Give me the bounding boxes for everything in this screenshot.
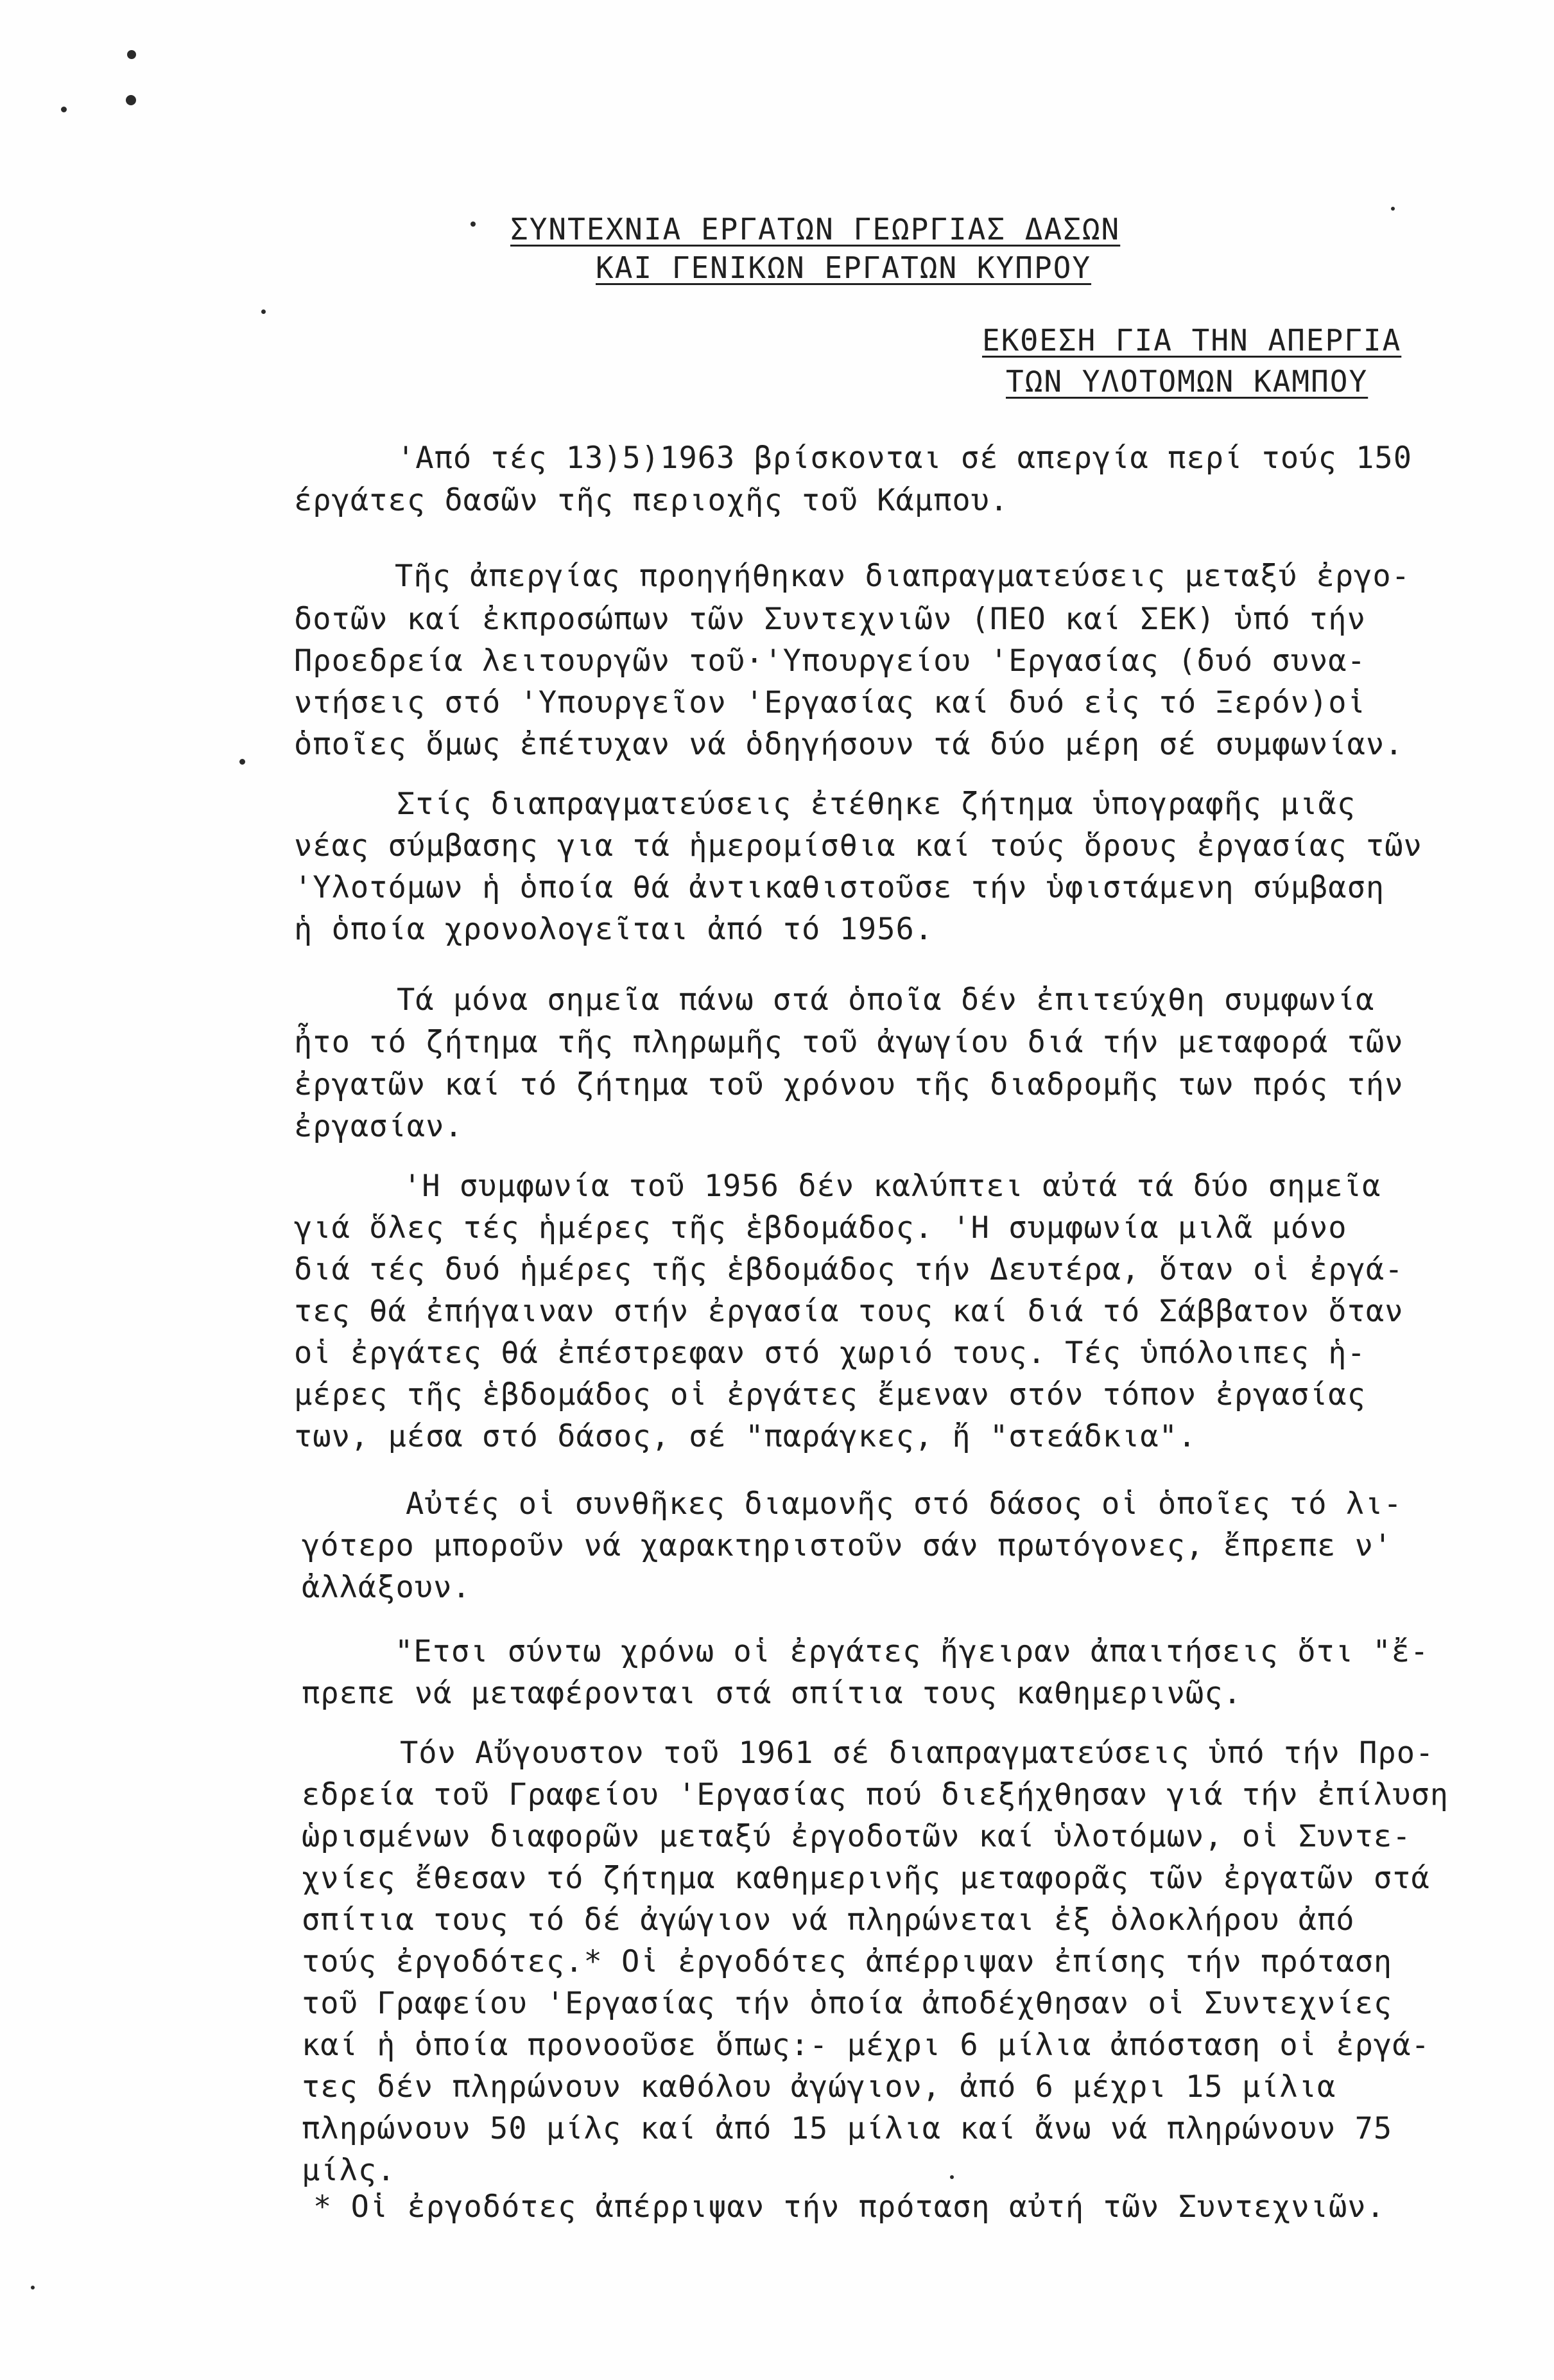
paragraph-8-line-8: καί ἡ ὁποία προνοοῦσε ὅπως:- μέχρι 6 μίλια ἀπόσταση οἱ ἐργά- <box>302 2028 1430 2063</box>
paragraph-4-line-3: ἐργατῶν καί τό ζήτημα τοῦ χρόνου τῆς διαδρομῆς των πρός τήν <box>294 1067 1404 1102</box>
paragraph-3-line-3: 'Υλοτόμων ἡ ὁποία θά ἀντικαθιστοῦσε τήν ὑφιστάμενη σύμβαση <box>294 870 1385 905</box>
scan-speck <box>127 50 136 59</box>
paragraph-8-line-7: τοῦ Γραφείου 'Εργασίας τήν ὁποία ἀποδέχθησαν οἱ Συντεχνίες <box>302 1986 1393 2021</box>
paragraph-8-line-3: ὡρισμένων διαφορῶν μεταξύ ἐργοδοτῶν καί ὑλοτόμων, οἱ Συντε- <box>302 1819 1412 1854</box>
scan-speck <box>1391 207 1395 211</box>
paragraph-4-line-4: ἐργασίαν. <box>294 1109 463 1144</box>
scan-speck <box>950 2175 954 2179</box>
paragraph-8-line-11: μίλς. <box>302 2153 396 2188</box>
paragraph-5-line-3: διά τές δυό ἡμέρες τῆς ἑβδομάδος τήν Δευτέρα, ὅταν οἱ ἐργά- <box>294 1252 1404 1287</box>
paragraph-4-line-2: ἦτο τό ζήτημα τῆς πληρωμῆς τοῦ ἀγωγίου διά τήν μεταφορά τῶν <box>294 1025 1404 1060</box>
scan-speck <box>471 221 476 227</box>
paragraph-1-line-2: έργάτες δασῶν τῆς περιοχῆς τοῦ Κάμπου. <box>294 483 1009 518</box>
paragraph-3-line-1: Στίς διαπραγματεύσεις ἐτέθηκε ζήτημα ὑπογραφῆς μιᾶς <box>397 786 1356 822</box>
footnote: * Οἱ ἐργοδότες ἀπέρριψαν τήν πρόταση αὐτή τῶν Συντεχνιῶν. <box>313 2189 1385 2225</box>
paragraph-2-line-4: ντήσεις στό 'Υπουργεῖον 'Εργασίας καί δυό εἰς τό Ξερόν)οἱ <box>294 685 1366 720</box>
scan-speck <box>261 309 266 314</box>
paragraph-2-line-1: Τῆς ἀπεργίας προηγήθηκαν διαπραγματεύσεις μεταξύ ἐργο- <box>395 559 1411 594</box>
paragraph-2-line-5: ὁποῖες ὅμως ἐπέτυχαν νά ὁδηγήσουν τά δύο μέρη σέ συμφωνίαν. <box>294 727 1404 762</box>
paragraph-5-line-2: γιά ὅλες τές ἡμέρες τῆς ἑβδομάδος. 'Η συμφωνία μιλᾶ μόνο <box>294 1210 1347 1246</box>
union-header-line-1: ΣΥΝΤΕΧΝΙΑ ΕΡΓΑΤΩΝ ΓΕΩΡΓΙΑΣ ΔΑΣΩΝ <box>510 212 1121 247</box>
scan-speck <box>31 2286 35 2289</box>
scan-speck <box>239 759 245 765</box>
scan-speck <box>61 107 67 112</box>
paragraph-7-line-1: "Ετσι σύντω χρόνω οἱ ἐργάτες ἤγειραν ἀπαιτήσεις ὅτι "ἔ- <box>395 1634 1429 1669</box>
paragraph-5-line-4: τες θά ἐπήγαιναν στήν ἐργασία τους καί διά τό Σάββατον ὅταν <box>294 1294 1404 1329</box>
union-header-line-2: ΚΑΙ ΓΕΝΙΚΩΝ ΕΡΓΑΤΩΝ ΚΥΠΡΟΥ <box>596 250 1092 285</box>
paragraph-5-line-7: των, μέσα στό δάσος, σέ "παράγκες, ἤ "στεάδκια". <box>294 1419 1197 1454</box>
scan-speck <box>126 95 136 105</box>
report-title-line-1: ΕΚΘΕΣΗ ΓΙΑ ΤΗΝ ΑΠΕΡΓΙΑ <box>982 323 1402 358</box>
paragraph-2-line-3: Προεδρεία λειτουργῶν τοῦ·'Υπουργείου 'Εργασίας (δυό συνα- <box>294 643 1366 679</box>
paragraph-8-line-6: τούς ἐργοδότες.* Οἱ ἐργοδότες ἀπέρριψαν ἐπίσης τήν πρόταση <box>302 1944 1393 1979</box>
paragraph-8-line-5: σπίτια τους τό δέ ἀγώγιον νά πληρώνεται ἐξ ὁλοκλήρου ἀπό <box>302 1902 1355 1938</box>
paragraph-5-line-1: 'Η συμφωνία τοῦ 1956 δέν καλύπτει αὐτά τά δύο σημεῖα <box>403 1168 1381 1204</box>
paragraph-8-line-10: πληρώνουν 50 μίλς καί ἀπό 15 μίλια καί ἄνω νά πληρώνουν 75 <box>302 2111 1393 2146</box>
paragraph-3-line-2: νέας σύμβασης για τά ἡμερομίσθια καί τούς ὅρους ἐργασίας τῶν <box>294 828 1422 864</box>
paragraph-6-line-3: ἀλλάξουν. <box>302 1570 471 1605</box>
report-title-line-2: ΤΩΝ ΥΛΟΤΟΜΩΝ ΚΑΜΠΟΥ <box>1006 364 1368 399</box>
paragraph-8-line-4: χνίες ἔθεσαν τό ζήτημα καθημερινῆς μεταφορᾶς τῶν ἐργατῶν στά <box>302 1861 1430 1896</box>
paragraph-5-line-5: οἱ ἐργάτες θά ἐπέστρεφαν στό χωριό τους. Τές ὑπόλοιπες ἡ- <box>294 1335 1366 1371</box>
paragraph-8-line-2: εδρεία τοῦ Γραφείου 'Εργασίας πού διεξήχθησαν γιά τήν ἐπίλυση <box>302 1777 1449 1812</box>
paragraph-2-line-2: δοτῶν καί ἐκπροσώπων τῶν Συντεχνιῶν (ΠΕΟ καί ΣΕΚ) ὑπό τήν <box>294 602 1366 637</box>
paragraph-5-line-6: μέρες τῆς ἑβδομάδος οἱ ἐργάτες ἔμεναν στόν τόπον ἐργασίας <box>294 1377 1366 1412</box>
paragraph-6-line-1: Αὐτές οἱ συνθῆκες διαμονῆς στό δάσος οἱ ὁποῖες τό λι- <box>406 1486 1403 1522</box>
paragraph-1-line-1: 'Από τές 13)5)1963 βρίσκονται σέ απεργία περί τούς 150 <box>397 440 1413 476</box>
paragraph-8-line-9: τες δέν πληρώνουν καθόλου ἀγώγιον, ἀπό 6 μέχρι 15 μίλια <box>302 2069 1336 2105</box>
paragraph-7-line-2: πρεπε νά μεταφέρονται στά σπίτια τους καθημερινῶς. <box>302 1676 1242 1711</box>
paragraph-8-line-1: Τόν Αὔγουστον τοῦ 1961 σέ διαπραγματεύσεις ὑπό τήν Προ- <box>400 1735 1435 1771</box>
paragraph-3-line-4: ἡ ὁποία χρονολογεῖται ἀπό τό 1956. <box>294 912 934 947</box>
paragraph-6-line-2: γότερο μποροῦν νά χαρακτηριστοῦν σάν πρωτόγονες, ἔπρεπε ν' <box>302 1528 1393 1563</box>
paragraph-4-line-1: Τά μόνα σημεῖα πάνω στά ὁποῖα δέν ἐπιτεύχθη συμφωνία <box>397 982 1375 1018</box>
